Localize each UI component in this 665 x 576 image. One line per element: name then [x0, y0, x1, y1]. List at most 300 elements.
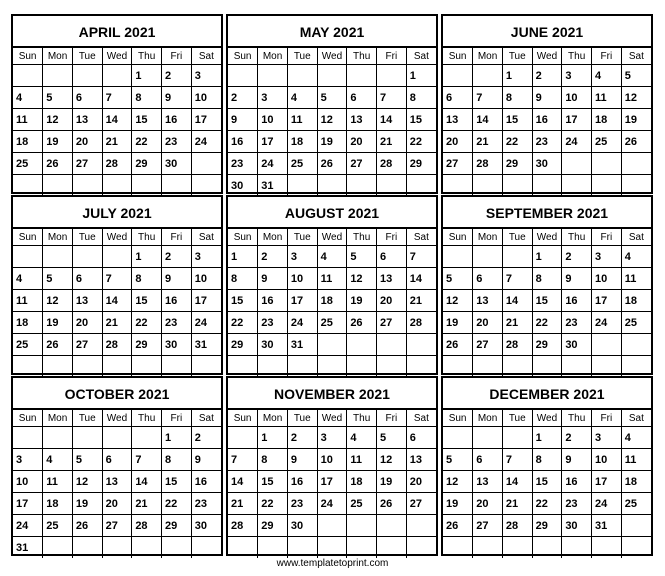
day-cell: 8 — [532, 268, 562, 290]
empty-cell — [43, 537, 73, 559]
day-cell: 25 — [13, 334, 43, 356]
empty-cell — [102, 175, 132, 197]
day-cell: 31 — [287, 334, 317, 356]
month-calendar — [441, 14, 653, 194]
day-cell: 28 — [406, 312, 436, 334]
day-cell: 10 — [592, 449, 622, 471]
day-cell: 2 — [228, 87, 258, 109]
empty-cell — [191, 537, 221, 559]
day-cell: 27 — [72, 334, 102, 356]
day-cell: 8 — [132, 268, 162, 290]
weekday-header: Mon — [258, 48, 288, 65]
month-title: OCTOBER 2021 — [13, 378, 221, 410]
day-cell: 30 — [287, 515, 317, 537]
weekday-header: Tue — [502, 229, 532, 246]
weekday-header: Fri — [592, 410, 622, 427]
day-cell: 7 — [377, 87, 407, 109]
empty-cell — [621, 153, 651, 175]
day-cell: 1 — [406, 65, 436, 87]
day-cell: 21 — [502, 312, 532, 334]
weekday-header: Wed — [532, 48, 562, 65]
weekday-header: Sun — [443, 410, 473, 427]
day-cell: 29 — [502, 153, 532, 175]
weekday-header: Mon — [473, 410, 503, 427]
day-cell: 4 — [287, 87, 317, 109]
day-cell: 24 — [258, 153, 288, 175]
day-cell: 12 — [443, 471, 473, 493]
weekday-header: Sat — [406, 410, 436, 427]
day-cell: 22 — [132, 312, 162, 334]
empty-cell — [502, 175, 532, 197]
day-cell: 11 — [347, 449, 377, 471]
day-cell: 9 — [562, 268, 592, 290]
day-cell: 31 — [258, 175, 288, 197]
day-cell: 12 — [317, 109, 347, 131]
day-cell: 26 — [377, 493, 407, 515]
day-cell: 20 — [473, 493, 503, 515]
day-cell: 17 — [191, 290, 221, 312]
empty-cell — [72, 356, 102, 378]
day-cell: 12 — [43, 109, 73, 131]
empty-cell — [287, 175, 317, 197]
day-cell: 7 — [102, 87, 132, 109]
day-cell: 6 — [377, 246, 407, 268]
day-cell: 19 — [43, 312, 73, 334]
month-table — [228, 48, 436, 196]
day-cell: 7 — [473, 87, 503, 109]
weekday-header: Tue — [72, 229, 102, 246]
empty-cell — [592, 334, 622, 356]
day-cell: 6 — [443, 87, 473, 109]
month-table — [13, 229, 221, 377]
empty-cell — [347, 65, 377, 87]
day-cell: 7 — [132, 449, 162, 471]
empty-cell — [592, 356, 622, 378]
day-cell: 18 — [621, 471, 651, 493]
day-cell: 26 — [443, 515, 473, 537]
day-cell: 30 — [162, 153, 192, 175]
day-cell: 20 — [406, 471, 436, 493]
day-cell: 8 — [532, 449, 562, 471]
day-cell: 15 — [258, 471, 288, 493]
day-cell: 8 — [406, 87, 436, 109]
weekday-header: Thu — [132, 229, 162, 246]
day-cell: 1 — [532, 246, 562, 268]
weekday-header: Mon — [473, 229, 503, 246]
day-cell: 12 — [72, 471, 102, 493]
day-cell: 20 — [102, 493, 132, 515]
day-cell: 21 — [406, 290, 436, 312]
day-cell: 19 — [621, 109, 651, 131]
weekday-header: Sat — [621, 229, 651, 246]
day-cell: 11 — [621, 268, 651, 290]
weekday-header: Wed — [317, 410, 347, 427]
day-cell: 4 — [43, 449, 73, 471]
day-cell: 28 — [502, 334, 532, 356]
empty-cell — [592, 537, 622, 559]
day-cell: 10 — [592, 268, 622, 290]
day-cell: 28 — [473, 153, 503, 175]
weekday-header: Sun — [13, 410, 43, 427]
weekday-header: Tue — [287, 48, 317, 65]
weekday-header: Fri — [377, 410, 407, 427]
month-table — [13, 48, 221, 196]
day-cell: 2 — [162, 246, 192, 268]
day-cell: 13 — [347, 109, 377, 131]
day-cell: 23 — [562, 312, 592, 334]
day-cell: 6 — [102, 449, 132, 471]
month-title: DECEMBER 2021 — [443, 378, 651, 410]
day-cell: 14 — [102, 290, 132, 312]
empty-cell — [532, 537, 562, 559]
month-calendar — [226, 195, 438, 375]
day-cell: 13 — [72, 290, 102, 312]
day-cell: 17 — [191, 109, 221, 131]
day-cell: 10 — [191, 87, 221, 109]
weekday-header: Tue — [72, 410, 102, 427]
day-cell: 31 — [13, 537, 43, 559]
day-cell: 3 — [562, 65, 592, 87]
month-table — [443, 48, 651, 196]
weekday-header: Sat — [191, 410, 221, 427]
day-cell: 23 — [191, 493, 221, 515]
empty-cell — [502, 246, 532, 268]
day-cell: 22 — [532, 312, 562, 334]
day-cell: 1 — [228, 246, 258, 268]
day-cell: 7 — [406, 246, 436, 268]
day-cell: 19 — [72, 493, 102, 515]
empty-cell — [228, 356, 258, 378]
day-cell: 9 — [287, 449, 317, 471]
day-cell: 18 — [347, 471, 377, 493]
day-cell: 5 — [43, 87, 73, 109]
weekday-header: Wed — [532, 229, 562, 246]
day-cell: 23 — [532, 131, 562, 153]
day-cell: 4 — [13, 87, 43, 109]
day-cell: 22 — [162, 493, 192, 515]
empty-cell — [562, 153, 592, 175]
day-cell: 31 — [592, 515, 622, 537]
day-cell: 26 — [621, 131, 651, 153]
empty-cell — [72, 65, 102, 87]
month-title: NOVEMBER 2021 — [228, 378, 436, 410]
weekday-header: Mon — [43, 48, 73, 65]
empty-cell — [317, 334, 347, 356]
day-cell: 20 — [72, 131, 102, 153]
day-cell: 14 — [406, 268, 436, 290]
day-cell: 3 — [287, 246, 317, 268]
weekday-header: Wed — [532, 410, 562, 427]
day-cell: 3 — [592, 427, 622, 449]
day-cell: 8 — [258, 449, 288, 471]
day-cell: 7 — [502, 268, 532, 290]
day-cell: 11 — [592, 87, 622, 109]
day-cell: 19 — [317, 131, 347, 153]
day-cell: 21 — [228, 493, 258, 515]
day-cell: 15 — [132, 109, 162, 131]
weekday-header: Fri — [592, 48, 622, 65]
day-cell: 24 — [562, 131, 592, 153]
day-cell: 20 — [347, 131, 377, 153]
weekday-header: Thu — [562, 410, 592, 427]
day-cell: 24 — [191, 131, 221, 153]
day-cell: 31 — [191, 334, 221, 356]
empty-cell — [473, 356, 503, 378]
day-cell: 23 — [162, 312, 192, 334]
day-cell: 15 — [162, 471, 192, 493]
day-cell: 14 — [473, 109, 503, 131]
empty-cell — [43, 356, 73, 378]
footer-url[interactable]: www.templatetoprint.com — [276, 558, 389, 569]
weekday-header: Sun — [443, 229, 473, 246]
weekday-header: Thu — [347, 229, 377, 246]
empty-cell — [347, 537, 377, 559]
weekday-header: Mon — [43, 229, 73, 246]
day-cell: 14 — [102, 109, 132, 131]
day-cell: 22 — [132, 131, 162, 153]
day-cell: 2 — [287, 427, 317, 449]
weekday-header: Mon — [258, 410, 288, 427]
empty-cell — [562, 356, 592, 378]
day-cell: 5 — [443, 449, 473, 471]
day-cell: 29 — [532, 515, 562, 537]
day-cell: 10 — [13, 471, 43, 493]
empty-cell — [473, 246, 503, 268]
empty-cell — [347, 334, 377, 356]
day-cell: 15 — [406, 109, 436, 131]
empty-cell — [102, 356, 132, 378]
empty-cell — [562, 175, 592, 197]
day-cell: 30 — [562, 515, 592, 537]
day-cell: 28 — [102, 334, 132, 356]
weekday-header: Thu — [347, 410, 377, 427]
day-cell: 30 — [162, 334, 192, 356]
weekday-header: Sun — [13, 48, 43, 65]
day-cell: 16 — [287, 471, 317, 493]
day-cell: 15 — [502, 109, 532, 131]
day-cell: 26 — [317, 153, 347, 175]
month-title: JUNE 2021 — [443, 16, 651, 48]
month-table — [228, 410, 436, 558]
day-cell: 4 — [347, 427, 377, 449]
weekday-header: Fri — [162, 410, 192, 427]
day-cell: 13 — [443, 109, 473, 131]
empty-cell — [43, 246, 73, 268]
day-cell: 16 — [162, 109, 192, 131]
day-cell: 26 — [43, 153, 73, 175]
day-cell: 4 — [621, 427, 651, 449]
empty-cell — [532, 175, 562, 197]
empty-cell — [258, 65, 288, 87]
day-cell: 30 — [562, 334, 592, 356]
day-cell: 26 — [72, 515, 102, 537]
empty-cell — [13, 356, 43, 378]
day-cell: 1 — [502, 65, 532, 87]
day-cell: 30 — [228, 175, 258, 197]
day-cell: 4 — [13, 268, 43, 290]
empty-cell — [532, 356, 562, 378]
day-cell: 7 — [102, 268, 132, 290]
day-cell: 3 — [191, 246, 221, 268]
day-cell: 8 — [228, 268, 258, 290]
day-cell: 16 — [562, 471, 592, 493]
month-title: APRIL 2021 — [13, 16, 221, 48]
empty-cell — [502, 356, 532, 378]
month-title: AUGUST 2021 — [228, 197, 436, 229]
day-cell: 2 — [162, 65, 192, 87]
empty-cell — [443, 175, 473, 197]
empty-cell — [72, 246, 102, 268]
weekday-header: Fri — [592, 229, 622, 246]
day-cell: 19 — [443, 312, 473, 334]
month-calendar — [11, 376, 223, 556]
day-cell: 16 — [562, 290, 592, 312]
day-cell: 13 — [406, 449, 436, 471]
empty-cell — [406, 334, 436, 356]
weekday-header: Thu — [132, 410, 162, 427]
day-cell: 9 — [162, 268, 192, 290]
day-cell: 6 — [473, 449, 503, 471]
day-cell: 13 — [72, 109, 102, 131]
day-cell: 23 — [287, 493, 317, 515]
empty-cell — [443, 356, 473, 378]
day-cell: 18 — [43, 493, 73, 515]
day-cell: 27 — [72, 153, 102, 175]
day-cell: 9 — [532, 87, 562, 109]
day-cell: 12 — [43, 290, 73, 312]
day-cell: 19 — [443, 493, 473, 515]
empty-cell — [621, 356, 651, 378]
empty-cell — [102, 537, 132, 559]
day-cell: 29 — [532, 334, 562, 356]
day-cell: 21 — [473, 131, 503, 153]
day-cell: 26 — [43, 334, 73, 356]
day-cell: 27 — [443, 153, 473, 175]
weekday-header: Fri — [377, 48, 407, 65]
day-cell: 6 — [347, 87, 377, 109]
empty-cell — [228, 65, 258, 87]
day-cell: 20 — [443, 131, 473, 153]
empty-cell — [258, 537, 288, 559]
day-cell: 3 — [258, 87, 288, 109]
empty-cell — [258, 356, 288, 378]
weekday-header: Sat — [406, 229, 436, 246]
day-cell: 18 — [287, 131, 317, 153]
empty-cell — [592, 175, 622, 197]
empty-cell — [621, 515, 651, 537]
day-cell: 15 — [132, 290, 162, 312]
day-cell: 12 — [621, 87, 651, 109]
empty-cell — [43, 175, 73, 197]
day-cell: 2 — [258, 246, 288, 268]
day-cell: 16 — [258, 290, 288, 312]
day-cell: 26 — [347, 312, 377, 334]
empty-cell — [228, 537, 258, 559]
day-cell: 22 — [228, 312, 258, 334]
weekday-header: Tue — [72, 48, 102, 65]
day-cell: 18 — [13, 312, 43, 334]
empty-cell — [592, 153, 622, 175]
weekday-header: Mon — [473, 48, 503, 65]
empty-cell — [562, 537, 592, 559]
weekday-header: Thu — [562, 48, 592, 65]
empty-cell — [621, 175, 651, 197]
day-cell: 17 — [287, 290, 317, 312]
day-cell: 11 — [13, 290, 43, 312]
day-cell: 24 — [13, 515, 43, 537]
day-cell: 24 — [592, 312, 622, 334]
weekday-header: Sun — [13, 229, 43, 246]
day-cell: 12 — [443, 290, 473, 312]
day-cell: 9 — [162, 87, 192, 109]
weekday-header: Thu — [132, 48, 162, 65]
empty-cell — [473, 65, 503, 87]
empty-cell — [347, 356, 377, 378]
month-title: SEPTEMBER 2021 — [443, 197, 651, 229]
day-cell: 30 — [258, 334, 288, 356]
weekday-header: Sat — [191, 229, 221, 246]
weekday-header: Wed — [102, 410, 132, 427]
day-cell: 25 — [317, 312, 347, 334]
day-cell: 18 — [621, 290, 651, 312]
day-cell: 16 — [191, 471, 221, 493]
month-calendar — [11, 195, 223, 375]
day-cell: 15 — [532, 471, 562, 493]
day-cell: 24 — [287, 312, 317, 334]
day-cell: 6 — [72, 268, 102, 290]
day-cell: 3 — [317, 427, 347, 449]
empty-cell — [191, 153, 221, 175]
day-cell: 27 — [377, 312, 407, 334]
day-cell: 29 — [258, 515, 288, 537]
day-cell: 17 — [13, 493, 43, 515]
weekday-header: Fri — [162, 48, 192, 65]
day-cell: 13 — [473, 471, 503, 493]
day-cell: 22 — [502, 131, 532, 153]
day-cell: 2 — [562, 246, 592, 268]
empty-cell — [317, 515, 347, 537]
weekday-header: Tue — [287, 229, 317, 246]
day-cell: 4 — [592, 65, 622, 87]
empty-cell — [317, 65, 347, 87]
empty-cell — [406, 537, 436, 559]
weekday-header: Mon — [43, 410, 73, 427]
day-cell: 22 — [406, 131, 436, 153]
day-cell: 1 — [532, 427, 562, 449]
day-cell: 21 — [502, 493, 532, 515]
day-cell: 11 — [43, 471, 73, 493]
day-cell: 14 — [502, 290, 532, 312]
day-cell: 29 — [406, 153, 436, 175]
month-table — [228, 229, 436, 377]
day-cell: 21 — [377, 131, 407, 153]
day-cell: 4 — [317, 246, 347, 268]
day-cell: 3 — [191, 65, 221, 87]
empty-cell — [191, 356, 221, 378]
day-cell: 18 — [13, 131, 43, 153]
empty-cell — [132, 537, 162, 559]
day-cell: 28 — [377, 153, 407, 175]
day-cell: 29 — [162, 515, 192, 537]
empty-cell — [13, 65, 43, 87]
empty-cell — [162, 537, 192, 559]
day-cell: 14 — [377, 109, 407, 131]
month-title: JULY 2021 — [13, 197, 221, 229]
day-cell: 16 — [228, 131, 258, 153]
empty-cell — [13, 427, 43, 449]
empty-cell — [228, 427, 258, 449]
empty-cell — [502, 537, 532, 559]
